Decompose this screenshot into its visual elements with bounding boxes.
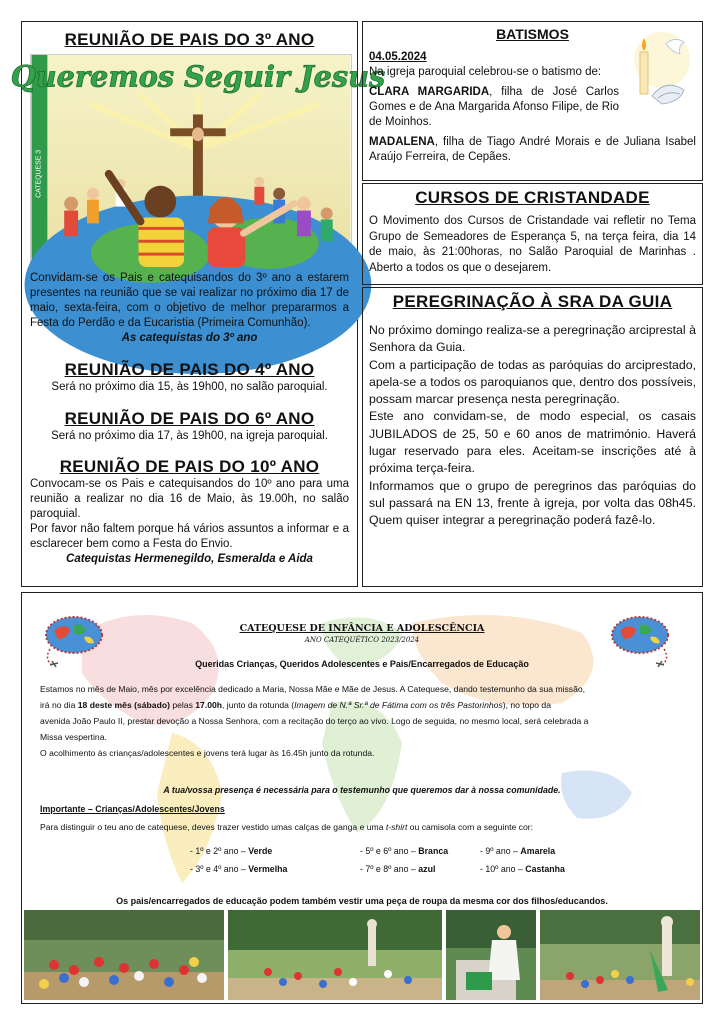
signature-10-ano: Catequistas Hermenegildo, Esmeralda e Aida xyxy=(66,553,313,565)
color-name: azul xyxy=(418,864,436,874)
cursos-title: CURSOS DE CRISTANDADE xyxy=(415,188,650,207)
catequese-parents: Os pais/encarregados de educação podem também vestir uma peça de roupa da mesma cor dos filhos/educandos. xyxy=(116,896,608,906)
color-item-4 xyxy=(190,864,287,874)
title-3-ano: REUNIÃO DE PAIS DO 3º ANO xyxy=(64,30,315,49)
color-years: - 9º ano – xyxy=(480,846,521,856)
photo-crowd-park xyxy=(24,910,224,1000)
peregrinacao-p3: Este ano convidam-se, de modo especial, os casais JUBILADOS de 25, 50 e 60 anos de matrimónio. Haverá lugar reservado para eles. Aceitam-se inscrições até à próxima terça-feira. xyxy=(369,409,696,476)
catequese-box xyxy=(21,592,703,1004)
batismos-date: 04.05.2024 xyxy=(369,51,427,63)
poster-image xyxy=(10,54,386,268)
peregrinacao-p4: Informamos que o grupo de peregrinos das paróquias do sul passará na EN 13, frente à igreja, por volta das 08h45. Quem quiser integrar a peregrinação poderá fazê-lo. xyxy=(369,478,696,528)
catequese-date: 18 deste mês (sábado) xyxy=(77,700,170,710)
color-name: Vermelha xyxy=(248,864,288,874)
instr-c: ou camisola com a seguinte cor: xyxy=(407,822,533,832)
instr-a: Para distinguir o teu ano de catequese, deves trazer vestido umas calças de ganga e uma xyxy=(40,822,386,832)
color-name: Branca xyxy=(418,846,449,856)
catequese-p1-line-b xyxy=(40,697,690,713)
peregrinacao-p2: Com a participação de todas as paróquias do arciprestado, apela-se a todos os paroquianos que, dentro dos possíveis, possam marcar presença nesta peregrinação. xyxy=(369,357,696,407)
catequese-time: 17.00h xyxy=(195,700,223,710)
paragraph-10-ano-b: Por favor não faltem porque há vários assuntos a informar e a esclarecer bem como a Festa do Envio. xyxy=(30,523,349,550)
catequese-p1-line-a: Estamos no mês de Maio, mês por excelência dedicado a Maria, Nossa Mãe e Mãe de Jesus. A Catequese, dando testemunho da sua missão, xyxy=(40,684,586,694)
catequese-content xyxy=(22,593,702,1003)
color-years: - 10º ano – xyxy=(480,864,526,874)
catequese-p1-line-d: Missa vespertina. xyxy=(40,732,107,742)
catequese-greeting: Queridas Crianças, Queridos Adolescentes e Pais/Encarregados de Educação xyxy=(195,659,529,669)
catequese-important: Importante – Crianças/Adolescentes/Jovens xyxy=(40,804,225,814)
catequese-title: CATEQUESE DE INFÂNCIA E ADOLESCÊNCIA xyxy=(239,623,485,634)
catequese-subtitle: ANO CATEQUÉTICO 2023/2024 xyxy=(304,636,420,644)
catequese-image-ref: Imagem de N.ª Sr.ª de Fátima com os três Pastorinhos xyxy=(294,700,503,710)
catequese-p2: O acolhimento às crianças/adolescentes e jovens terá lugar às 16.45h junto da rotunda. xyxy=(40,748,375,758)
color-years: - 1º e 2º ano – xyxy=(190,846,249,856)
color-item-6 xyxy=(480,864,565,874)
peregrinacao-box xyxy=(362,287,703,587)
batismos-name-2: MADALENA xyxy=(369,136,435,148)
color-name: Verde xyxy=(248,846,273,856)
left-column xyxy=(10,21,386,587)
catequese-p1-b7: ), no topo da xyxy=(502,700,551,710)
cursos-box xyxy=(362,183,703,285)
color-item-3 xyxy=(480,846,555,856)
batismos-entry-2 xyxy=(369,135,696,165)
color-item-2 xyxy=(360,846,448,856)
peregrinacao-p1: No próximo domingo realiza-se a peregrinação arciprestal à Senhora da Guia. xyxy=(369,323,696,355)
poster-side-label: CATEQUESE 3 xyxy=(35,149,43,198)
color-years: - 7º e 8º ano – xyxy=(360,864,419,874)
batismos-text-2: , filha de Tiago André Morais e de Juliana Isabel Araújo Ferreira, de Cepães. xyxy=(369,136,696,163)
catequese-p1-b5: , junto da rotunda ( xyxy=(222,700,295,710)
photo-roundabout xyxy=(228,910,442,1000)
paragraph-10-ano-a: Convocam-se os Pais e catequisandos do 10º ano para uma reunião a realizar no dia 16 de Maio, às 19.00h, no salão paroquial. xyxy=(30,478,349,520)
batismos-name-1: CLARA MARGARIDA xyxy=(369,86,490,98)
color-name: Castanha xyxy=(525,864,565,874)
color-item-1 xyxy=(190,846,272,856)
baptism-candle-dove-icon xyxy=(622,30,694,114)
title-10-ano: REUNIÃO DE PAIS DO 10º ANO xyxy=(59,457,320,476)
color-item-5 xyxy=(360,864,435,874)
batismos-text-1: , filha de José Carlos Gomes e de Ana Margarida Afonso Filipe, de Rio de Moinhos. xyxy=(369,86,619,128)
instr-tshirt: t-shirt xyxy=(385,822,408,832)
color-name: Amarela xyxy=(520,846,556,856)
catequese-instructions xyxy=(40,822,533,832)
paragraph-6-ano: Será no próximo dia 17, às 19h00, na igreja paroquial. xyxy=(51,430,328,442)
signature-3-ano: As catequistas do 3º ano xyxy=(121,332,258,344)
catequese-p1-line-c: avenida João Paulo II, prestar devoção a Nossa Senhora, com a recitação do terço ao vivo. Logo de seguida, no mesmo local, será celebrada a xyxy=(40,716,589,726)
catequese-highlight: A tua/vossa presença é necessária para o testemunho que queremos dar à nossa comunidade. xyxy=(163,785,561,795)
color-years: - 3º e 4º ano – xyxy=(190,864,249,874)
catequese-p1-b1: irá no dia xyxy=(40,700,78,710)
batismos-intro: Na igreja paroquial celebrou-se o batismo de: xyxy=(369,66,602,78)
poster-title: Queremos Seguir Jesus xyxy=(10,59,386,94)
batismos-entry-1 xyxy=(369,85,619,130)
paragraph-3-ano: Convidam-se os Pais e catequisandos do 3º ano a estarem presentes na reunião que se vai realizar no próximo dia 17 de maio, sexta-feira, com o objetivo de melhor prepararmos a Festa do Perdão e da Eucaristia (Primeira Comunhão). xyxy=(30,272,349,329)
cursos-text: O Movimento dos Cursos de Cristandade vai refletir no Tema Grupo de Semeadores de Esperança 5, na terça feira, dia 14 de maio, às 21:00horas, no Salão Paroquial de Marinhas . Aberto a todos os que o desejarem. xyxy=(369,215,696,274)
color-years: - 5º e 6º ano – xyxy=(360,846,419,856)
batismos-box xyxy=(362,21,703,181)
peregrinacao-title: PEREGRINAÇÃO À SRA DA GUIA xyxy=(392,292,673,311)
photo-procession xyxy=(540,910,700,1000)
title-4-ano: REUNIÃO DE PAIS DO 4º ANO xyxy=(64,360,315,379)
batismos-title: BATISMOS xyxy=(496,26,569,42)
catequese-p1-b3: pelas xyxy=(169,700,196,710)
title-6-ano: REUNIÃO DE PAIS DO 6º ANO xyxy=(64,409,315,428)
photo-priest-altar xyxy=(446,910,536,1000)
catequese-body xyxy=(40,681,690,761)
paragraph-4-ano: Será no próximo dia 15, às 19h00, no salão paroquial. xyxy=(51,381,328,393)
